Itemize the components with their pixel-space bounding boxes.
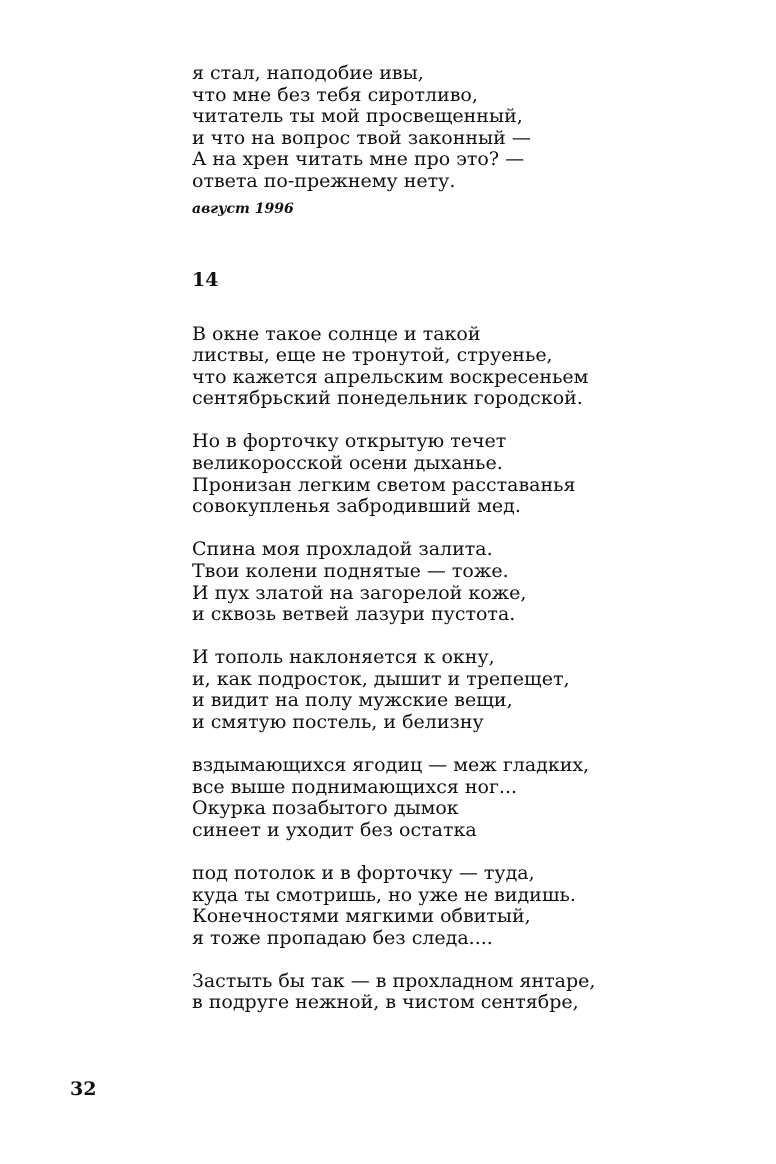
poem-date: август 1996 [192, 200, 294, 217]
poem-line: И тополь наклоняется к окну, [192, 646, 495, 669]
stanza [192, 539, 712, 625]
poem-line: и видит на полу мужские вещи, [192, 689, 513, 712]
stanza [192, 324, 712, 410]
poem-line: вздымающихся ягодиц — меж гладких, [192, 754, 590, 777]
poem-line: А на хрен читать мне про это? — [192, 148, 525, 171]
poem-line: и что на вопрос твой законный — [192, 126, 531, 149]
poem-line: совокупленья забродивший мед. [192, 495, 521, 518]
poem-line: Застыть бы так — в прохладном янтаре, [192, 969, 596, 992]
stanza [192, 431, 712, 517]
poem-line: синеет и уходит без остатка [192, 818, 477, 841]
poem-line: я тоже пропадаю без следа.... [192, 926, 493, 949]
poem-number: 14 [192, 268, 219, 291]
poem-line: И пух златой на загорелой коже, [192, 581, 527, 604]
stanza [192, 647, 712, 733]
poem-line: сентябрьский понедельник городской. [192, 387, 583, 410]
poem-line: Окурка позабытого дымок [192, 797, 459, 820]
poem-line: листвы, еще не тронутой, струенье, [192, 344, 553, 367]
stanza [192, 971, 712, 1014]
poem-line: Спина моя прохладой залита. [192, 538, 493, 561]
poem-line: читатель ты мой просвещенный, [192, 105, 523, 128]
poem-line: и сквозь ветвей лазури пустота. [192, 603, 516, 626]
poem-line: Но в форточку открытую течет [192, 430, 507, 453]
poem-line: ответа по-прежнему нету. [192, 169, 456, 192]
poem-line: все выше поднимающихся ног... [192, 775, 518, 798]
poem-line: в подруге нежной, в чистом сентябре, [192, 991, 579, 1014]
poem-line: и смятую постель, и белизну [192, 710, 484, 733]
poem-line: В окне такое солнце и такой [192, 322, 481, 345]
previous-poem-ending [192, 63, 712, 193]
stanza [192, 863, 712, 949]
poem-line: Твои колени поднятые — тоже. [192, 559, 509, 582]
poem-line: великоросской осени дыханье. [192, 452, 503, 475]
poem-line: Конечностями мягкими обвитый, [192, 905, 531, 928]
poem-line: куда ты смотришь, но уже не видишь. [192, 883, 576, 906]
poem-line: под потолок и в форточку — туда, [192, 861, 535, 884]
poem-line: что мне без тебя сиротливо, [192, 83, 478, 106]
poem-line: Пронизан легким светом расставанья [192, 473, 576, 496]
poem-line: я стал, наподобие ивы, [192, 62, 424, 84]
page-content [192, 63, 712, 1036]
page-number: 32 [70, 1078, 97, 1100]
stanza [192, 755, 712, 841]
poem-line: и, как подросток, дышит и трепещет, [192, 667, 570, 690]
poem-line: что кажется апрельским воскресеньем [192, 365, 589, 388]
